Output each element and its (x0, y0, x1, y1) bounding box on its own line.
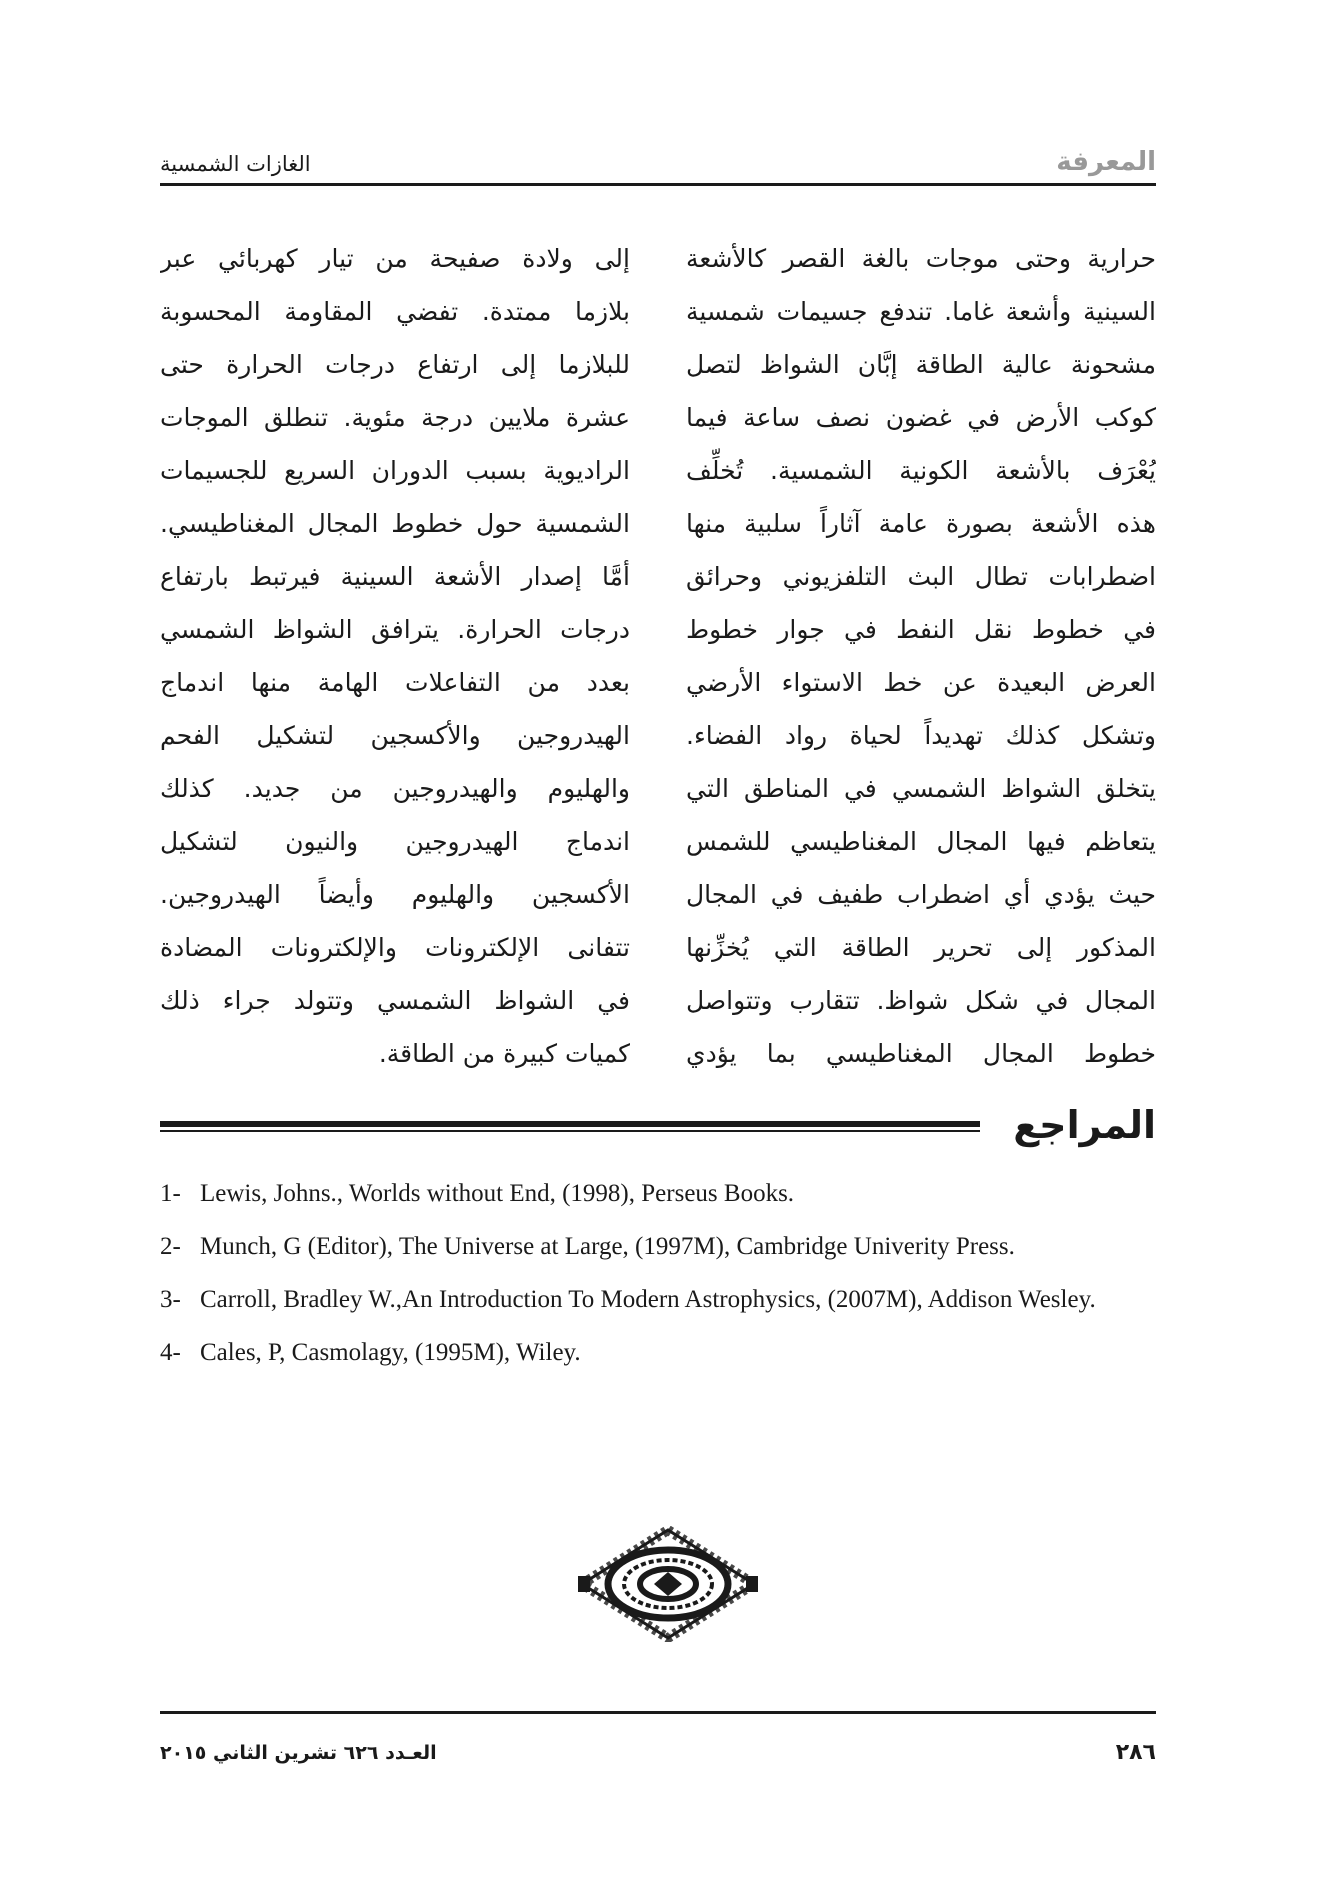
text-line: الأكسجين والهليوم وأيضاً الهيدروجين. (160, 880, 630, 909)
text-line: العرض البعيدة عن خط الاستواء الأرضي (686, 668, 1156, 697)
references-list (160, 1167, 1156, 1379)
text-line: حرارية وحتى موجات بالغة القصر كالأشعة (686, 244, 1156, 273)
reference-text: Lewis, Johns., Worlds without End, (1998), Perseus Books. (200, 1180, 795, 1207)
text-column-right (686, 232, 1156, 1080)
reference-text: Cales, P, Casmolagy, (1995M), Wiley. (200, 1339, 581, 1366)
references-divider (160, 1121, 980, 1135)
page-number: ٢٨٦ (1115, 1740, 1156, 1765)
text-line: الشمسية حول خطوط المجال المغناطيسي. (160, 509, 630, 538)
reference-item (160, 1326, 1156, 1379)
text-line: المذكور إلى تحرير الطاقة التي يُخزِّنها (686, 933, 1156, 962)
references-heading: المراجع (1013, 1103, 1156, 1147)
text-column-left (160, 232, 630, 1080)
reference-text: Munch, G (Editor), The Universe at Large, (1997M), Cambridge Univerity Press. (200, 1233, 1015, 1260)
text-line: والهليوم والهيدروجين من جديد. كذلك (160, 774, 630, 803)
reference-number: 1- (160, 1180, 181, 1207)
text-line: أمَّا إصدار الأشعة السينية فيرتبط بارتفاع (160, 562, 630, 591)
reference-number: 4- (160, 1339, 181, 1366)
text-line: اضطرابات تطال البث التلفزيوني وحرائق (686, 562, 1156, 591)
text-line: يتخلق الشواظ الشمسي في المناطق التي (686, 774, 1156, 803)
running-title: الغازات الشمسية (160, 152, 311, 176)
text-line: السينية وأشعة غاما. تندفع جسيمات شمسية (686, 297, 1156, 326)
text-line: للبلازما إلى ارتفاع درجات الحرارة حتى (160, 350, 630, 379)
text-line: عشرة ملايين درجة مئوية. تنطلق الموجات (160, 403, 630, 432)
text-line: الراديوية بسبب الدوران السريع للجسيمات (160, 456, 630, 485)
text-line: اندماج الهيدروجين والنيون لتشكيل (160, 827, 630, 856)
text-line: هذه الأشعة بصورة عامة آثاراً سلبية منها (686, 509, 1156, 538)
text-line: في الشواظ الشمسي وتتولد جراء ذلك (160, 986, 630, 1015)
reference-item (160, 1167, 1156, 1220)
text-line: بعدد من التفاعلات الهامة منها اندماج (160, 668, 630, 697)
text-line: كميات كبيرة من الطاقة. (378, 1039, 630, 1068)
ornament-icon (578, 1526, 758, 1642)
text-line: المجال في شكل شواظ. تتقارب وتتواصل (686, 986, 1156, 1015)
text-line: وتشكل كذلك تهديداً لحياة رواد الفضاء. (686, 721, 1156, 750)
text-line: بلازما ممتدة. تفضي المقاومة المحسوبة (160, 297, 630, 326)
reference-item (160, 1220, 1156, 1273)
reference-number: 2- (160, 1233, 181, 1260)
text-line: تتفانى الإلكترونات والإلكترونات المضادة (160, 933, 630, 962)
text-line: إلى ولادة صفيحة من تيار كهربائي عبر (160, 244, 630, 273)
text-line: حيث يؤدي أي اضطراب طفيف في المجال (686, 880, 1156, 909)
text-line: خطوط المجال المغناطيسي بما يؤدي (686, 1039, 1156, 1068)
text-line: يُعْرَف بالأشعة الكونية الشمسية. تُخلِّف (686, 456, 1156, 485)
reference-number: 3- (160, 1286, 181, 1313)
footer-divider (160, 1711, 1156, 1714)
reference-text: Carroll, Bradley W.,An Introduction To Modern Astrophysics, (2007M), Addison Wesley. (200, 1286, 1096, 1313)
text-line: مشحونة عالية الطاقة إبَّان الشواظ لتصل (686, 350, 1156, 379)
magazine-logo: المعرفة (1056, 147, 1156, 177)
issue-info: العـدد ٦٢٦ تشرين الثاني ٢٠١٥ (160, 1742, 437, 1764)
text-line: كوكب الأرض في غضون نصف ساعة فيما (686, 403, 1156, 432)
reference-item (160, 1273, 1156, 1326)
header-divider (160, 183, 1156, 186)
text-line: درجات الحرارة. يترافق الشواظ الشمسي (160, 615, 630, 644)
text-line: في خطوط نقل النفط في جوار خطوط (686, 615, 1156, 644)
text-line: الهيدروجين والأكسجين لتشكيل الفحم (160, 721, 630, 750)
text-line: يتعاظم فيها المجال المغناطيسي للشمس (686, 827, 1156, 856)
